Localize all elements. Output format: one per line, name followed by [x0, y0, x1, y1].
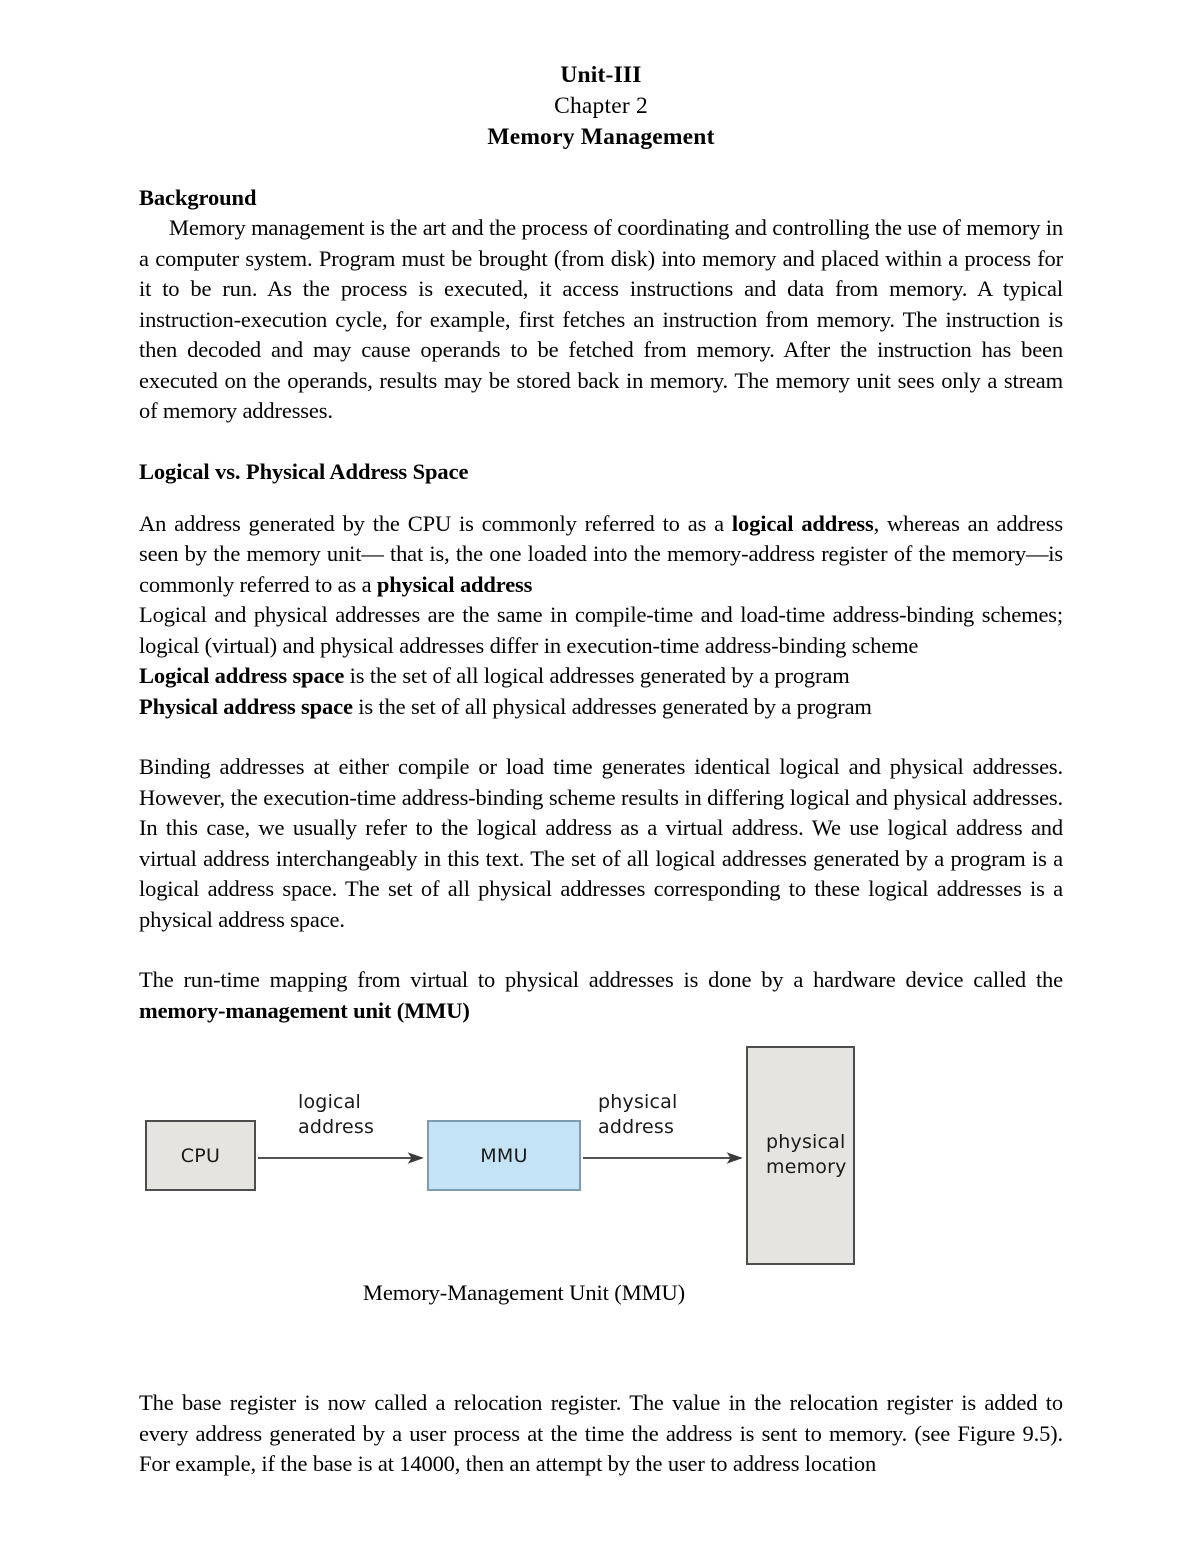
physical-memory-label-line1: physical [766, 1131, 846, 1153]
physical-address-line2: address [598, 1116, 675, 1138]
spacer [139, 153, 1063, 183]
paragraph-binding-time: Binding addresses at either compile or load time generates identical logical and physical addresses. However, the execution-time address-binding scheme results in differing logical and physical addresses. In this case, we usually refer to the logical address as a virtual address. We use logical address and virtual address interchangeably in this text. The set of all logical addresses generated by a program is a logical address space. The set of all physical addresses corresponding to these logical addresses is a physical address space. [139, 754, 1063, 932]
spacer [139, 427, 1063, 457]
diagram-node-cpu [145, 1120, 256, 1191]
paragraph-relocation-register: The base register is now called a relocation register. The value in the relocation register is added to every address generated by a user process at the time the address is sent to memory. (see Figure 9.5). For example, if the base is at 14000, then an attempt by the user to address location [139, 1390, 1063, 1476]
title-unit: Unit-III [560, 62, 642, 88]
edge-label-physical-address [598, 1090, 678, 1140]
physical-memory-label-line2: memory [766, 1156, 847, 1178]
heading-logical-vs-physical: Logical vs. Physical Address Space [139, 458, 469, 484]
term-logical-address: logical address [731, 510, 874, 536]
figure-caption: Memory-Management Unit (MMU) [362, 1280, 686, 1305]
term-physical-address: physical address [376, 571, 533, 597]
spacer [139, 1336, 1063, 1366]
title-chapter: Chapter 2 [554, 93, 648, 119]
line-physical-address-space [139, 692, 1063, 723]
paragraph-address-definition [139, 509, 1063, 601]
physical-address-line1: physical [598, 1091, 678, 1113]
physical-address-space-desc: is the set of all physical addresses generated by a program [352, 693, 872, 719]
document-content [139, 60, 1063, 1480]
term-mmu: memory-management unit (MMU) [139, 997, 470, 1023]
line-logical-address-space [139, 661, 1063, 692]
paragraph-runtime-mapping [139, 965, 1063, 1026]
paragraph-binding-schemes: Logical and physical addresses are the same in compile-time and load-time address-binding schemes; logical (virtual) and physical addresses differ in execution-time address-binding scheme [139, 602, 1063, 658]
address-def-part2: , whereas an address seen by the memory unit— that is, the one loaded into the memory-address register of the memory—is commonly referred to as a [139, 510, 1063, 597]
cpu-label: CPU [180, 1144, 221, 1167]
logical-address-space-desc: is the set of all logical addresses generated by a program [344, 663, 850, 688]
logical-address-line1: logical [298, 1091, 362, 1113]
spacer [139, 1366, 1063, 1388]
logical-address-line2: address [298, 1116, 375, 1138]
diagram-node-physical-memory [746, 1046, 855, 1265]
address-def-part1: An address generated by the CPU is commonly referred to as a [139, 510, 732, 536]
spacer [139, 935, 1063, 965]
spacer [139, 487, 1063, 509]
term-logical-address-space: Logical address space [139, 663, 345, 688]
diagram-node-mmu [427, 1120, 581, 1191]
term-physical-address-space: Physical address space [139, 693, 353, 719]
heading-background: Background [139, 185, 257, 210]
mmu-label: MMU [480, 1144, 528, 1167]
edge-label-logical-address [298, 1090, 374, 1140]
physical-memory-label [766, 1130, 847, 1180]
paragraph-background-body: Memory management is the art and the process of coordinating and controlling the use of memory in a computer system. Program must be brought (from disk) into memory and placed within a process for it to be run. As the process is executed, it access instructions and data from memory. A typical instruction-execution cycle, for example, first fetches an instruction from memory. The instruction is then decoded and may cause operands to be fetched from memory. After the instruction has been executed on the operands, results may be stored back in memory. The memory unit sees only a stream of memory addresses. [139, 215, 1063, 423]
spacer [139, 722, 1063, 752]
runtime-mapping-text: The run-time mapping from virtual to physical addresses is done by a hardware device called the [139, 967, 1063, 992]
title-topic: Memory Management [487, 124, 715, 150]
mmu-diagram [139, 1046, 1063, 1336]
document-title-block [139, 60, 1063, 153]
